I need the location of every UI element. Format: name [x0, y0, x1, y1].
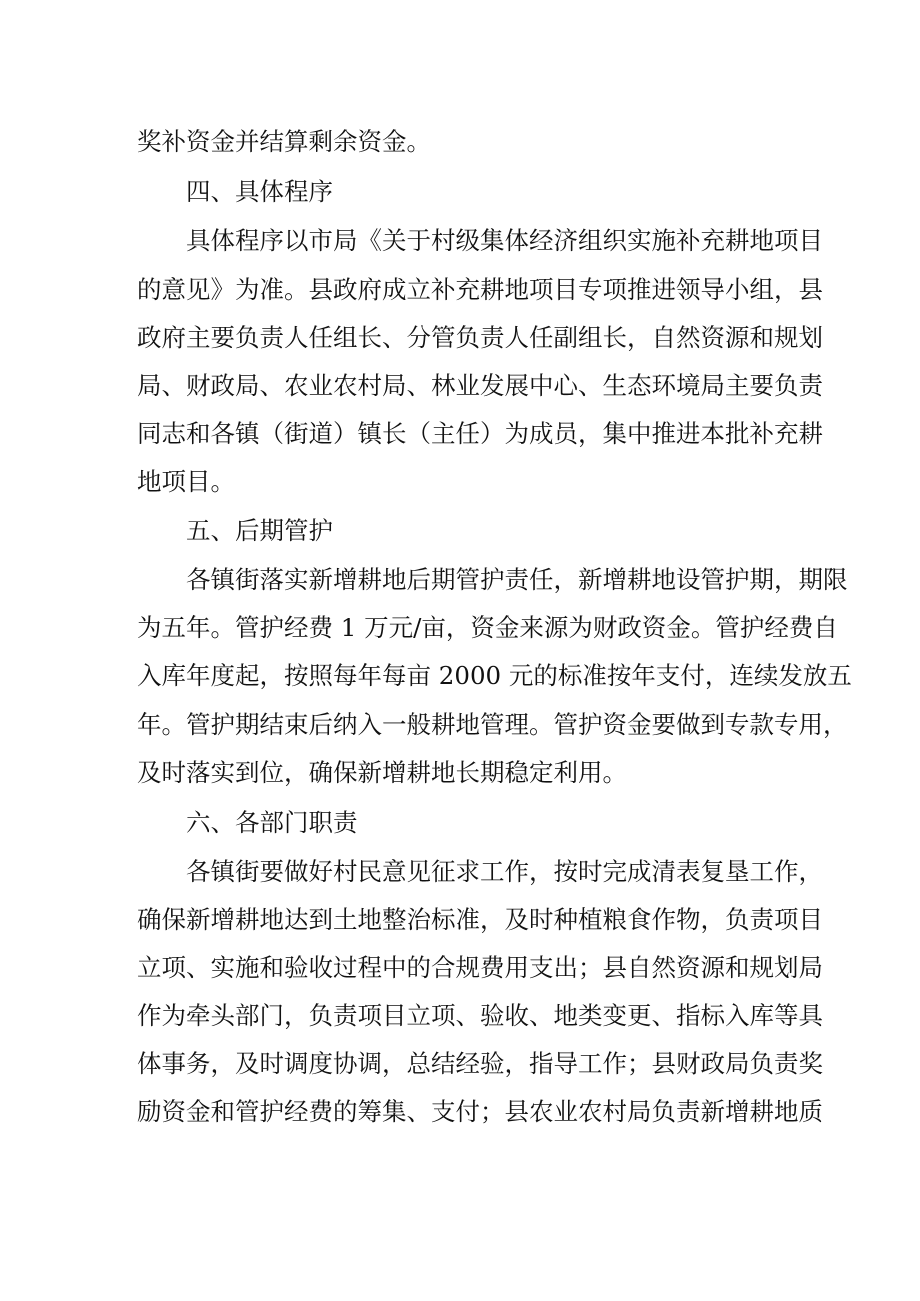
paragraph-line: 各镇街落实新增耕地后期管护责任，新增耕地设管护期，期限 [186, 565, 848, 594]
paragraph-line: 的意见》为准。县政府成立补充耕地项目专项推进领导小组，县 [137, 275, 823, 304]
paragraph-line: 立项、实施和验收过程中的合规费用支出；县自然资源和规划局 [137, 953, 823, 982]
paragraph-line: 体事务，及时调度协调，总结经验，指导工作；县财政局负责奖 [137, 1049, 823, 1078]
section-heading-maintenance: 五、后期管护 [186, 516, 333, 545]
paragraph-line: 具体程序以市局《关于村级集体经济组织实施补充耕地项目 [186, 226, 823, 255]
section-heading-procedure: 四、具体程序 [186, 177, 333, 206]
paragraph-line: 及时落实到位，确保新增耕地长期稳定利用。 [137, 758, 627, 787]
paragraph-line: 局、财政局、农业农村局、林业发展中心、生态环境局主要负责 [137, 371, 823, 400]
paragraph-line: 同志和各镇（街道）镇长（主任）为成员，集中推进本批补充耕 [137, 419, 823, 448]
paragraph-line: 政府主要负责人任组长、分管负责人任副组长，自然资源和规划 [137, 323, 823, 352]
paragraph-line: 年。管护期结束后纳入一般耕地管理。管护资金要做到专款专用， [137, 710, 848, 739]
paragraph-line: 作为牵头部门，负责项目立项、验收、地类变更、指标入库等具 [137, 1001, 823, 1030]
paragraph-line: 各镇街要做好村民意见征求工作，按时完成清表复垦工作， [186, 857, 823, 886]
paragraph-line: 奖补资金并结算剩余资金。 [137, 127, 431, 156]
paragraph-line: 确保新增耕地达到土地整治标准，及时种植粮食作物，负责项目 [137, 905, 823, 934]
section-heading-responsibilities: 六、各部门职责 [186, 808, 358, 837]
paragraph-line: 为五年。管护经费 1 万元/亩，资金来源为财政资金。管护经费自 [137, 613, 838, 642]
paragraph-line: 入库年度起，按照每年每亩 2000 元的标准按年支付，连续发放五 [137, 661, 852, 690]
paragraph-line: 地项目。 [137, 467, 235, 496]
paragraph-line: 励资金和管护经费的筹集、支付；县农业农村局负责新增耕地质 [137, 1097, 823, 1126]
